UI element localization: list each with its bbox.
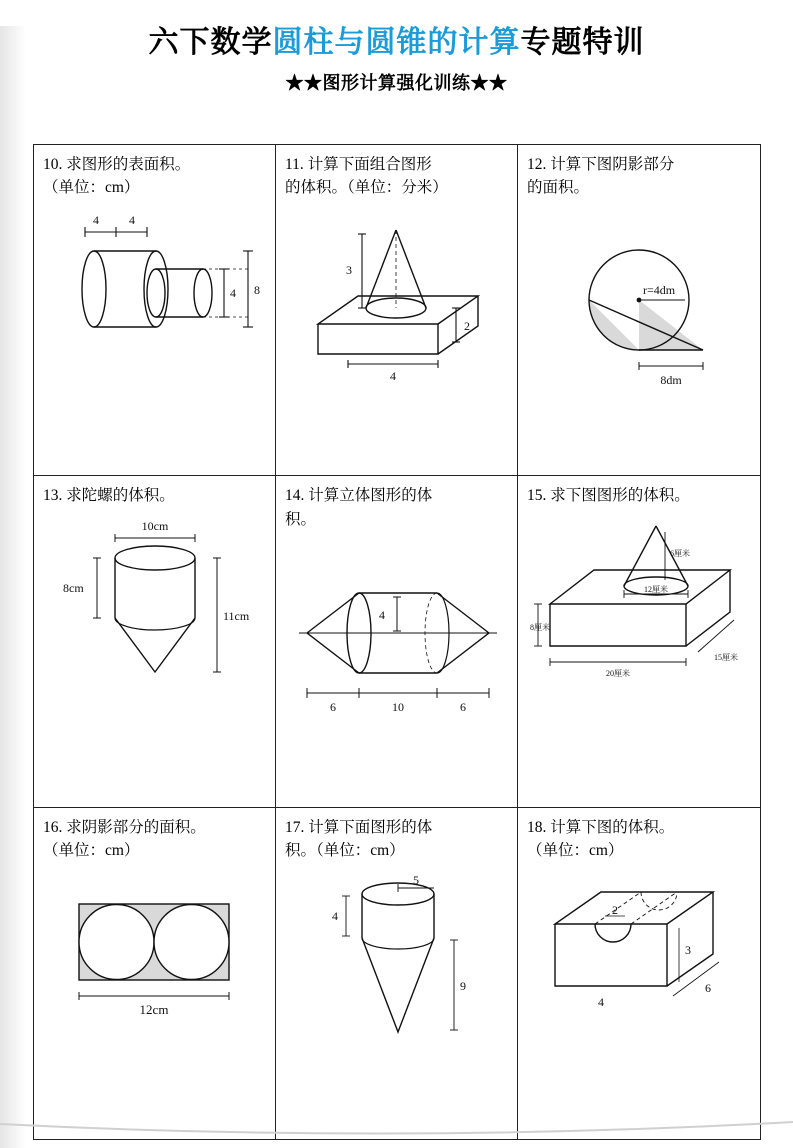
label-14-d: 6	[460, 699, 466, 714]
problem-cell-10	[34, 145, 276, 476]
problem-number-18: 18.	[527, 818, 547, 836]
label-17-c: 9	[460, 979, 466, 994]
problem-cell-15	[518, 476, 760, 807]
figure-12	[527, 204, 753, 414]
page-title	[0, 26, 793, 59]
problem-line1-10: 求图形的表面积。	[66, 156, 191, 173]
worksheet-page	[0, 26, 793, 1148]
label-14-b: 6	[330, 699, 336, 714]
label-18-d: 6	[704, 981, 711, 996]
label-15-c: 8厘米	[529, 622, 550, 632]
page-edge-shadow	[0, 26, 26, 1148]
title-part1: 六下数学	[148, 26, 273, 59]
problem-number-11: 11.	[285, 156, 304, 173]
figure-14	[285, 535, 510, 745]
label-16-a: 12cm	[139, 1002, 168, 1018]
problem-number-13: 13.	[43, 487, 63, 505]
problem-text-13	[43, 484, 268, 507]
problem-text-11	[285, 153, 510, 200]
label-11-a: 3	[345, 262, 352, 277]
label-11-c: 4	[389, 368, 396, 383]
problem-line2-18: （单位：cm）	[527, 841, 624, 859]
problem-cell-11	[276, 145, 518, 476]
problem-line2-14: 积。	[285, 510, 317, 528]
problem-line1-14: 计算立体图形的体	[308, 487, 433, 505]
label-13-c: 11cm	[222, 608, 249, 623]
problem-text-16	[43, 816, 268, 863]
label-18-b: 3	[684, 943, 691, 958]
problem-number-12: 12.	[527, 156, 547, 173]
problem-text-15	[527, 484, 753, 507]
label-10-d: 8	[254, 282, 260, 297]
problem-number-14: 14.	[285, 487, 305, 505]
problem-number-10: 10.	[43, 156, 63, 173]
problem-line2-10: （单位：cm）	[43, 179, 140, 197]
problem-line1-13: 求陀螺的体积。	[66, 487, 175, 505]
problem-grid	[33, 144, 761, 1140]
problem-cell-12	[518, 145, 760, 476]
problem-number-17: 17.	[285, 818, 305, 836]
problem-line2-17: 积。（单位：cm）	[285, 841, 405, 859]
problem-text-18	[527, 816, 753, 863]
label-15-d: 15厘米	[713, 652, 738, 662]
label-15-a: 6厘米	[669, 548, 690, 558]
problem-text-12	[527, 153, 753, 200]
label-13-a: 10cm	[141, 518, 168, 533]
label-18-c: 4	[597, 995, 604, 1010]
problem-line2-12: 的面积。	[527, 179, 590, 197]
label-15-b: 12厘米	[643, 584, 668, 594]
problem-text-17	[285, 816, 510, 863]
problem-text-14	[285, 484, 510, 531]
label-18-a: 2	[611, 903, 618, 918]
problem-cell-18	[518, 808, 760, 1139]
problem-text-10	[43, 153, 268, 200]
label-12-a: r=4dm	[643, 282, 676, 297]
problem-number-16: 16.	[43, 818, 63, 836]
label-12-b: 8dm	[660, 372, 682, 387]
label-15-e: 20厘米	[605, 668, 630, 678]
problem-line1-18: 计算下图的体积。	[550, 818, 675, 836]
figure-15	[527, 512, 753, 722]
figure-13	[43, 512, 268, 722]
figure-17	[285, 866, 510, 1076]
figure-16	[43, 866, 268, 1076]
label-11-b: 2	[463, 318, 470, 333]
label-10-a: 4	[93, 212, 99, 227]
label-17-b: 4	[332, 909, 338, 924]
figure-18	[527, 866, 753, 1076]
problem-line1-17: 计算下面图形的体	[308, 818, 433, 836]
problem-line1-16: 求阴影部分的面积。	[66, 818, 206, 836]
label-17-a: 5	[413, 873, 419, 888]
label-14-a: 4	[379, 607, 385, 622]
figure-11	[285, 204, 510, 414]
problem-line2-16: （单位：cm）	[43, 841, 140, 859]
title-highlight: 圆柱与圆锥的计算	[272, 26, 521, 59]
problem-cell-16	[34, 808, 276, 1139]
label-14-c: 10	[392, 699, 404, 714]
label-10-b: 4	[129, 212, 135, 227]
problem-line1-11: 计算下面组合图形	[307, 156, 432, 173]
problem-line1-15: 求下图图形的体积。	[550, 487, 690, 505]
problem-cell-13	[34, 476, 276, 807]
problem-line1-12: 计算下图阴影部分	[550, 156, 675, 173]
problem-line2-11: 的体积。（单位：分米）	[285, 179, 448, 197]
label-10-c: 4	[230, 285, 236, 300]
problem-number-15: 15.	[527, 487, 547, 505]
problem-cell-14	[276, 476, 518, 807]
page-subtitle: ★★图形计算强化训练★★	[285, 73, 508, 93]
figure-10	[43, 204, 268, 414]
title-part2: 专题特训	[520, 26, 645, 59]
label-13-b: 8cm	[62, 580, 84, 595]
problem-cell-17	[276, 808, 518, 1139]
